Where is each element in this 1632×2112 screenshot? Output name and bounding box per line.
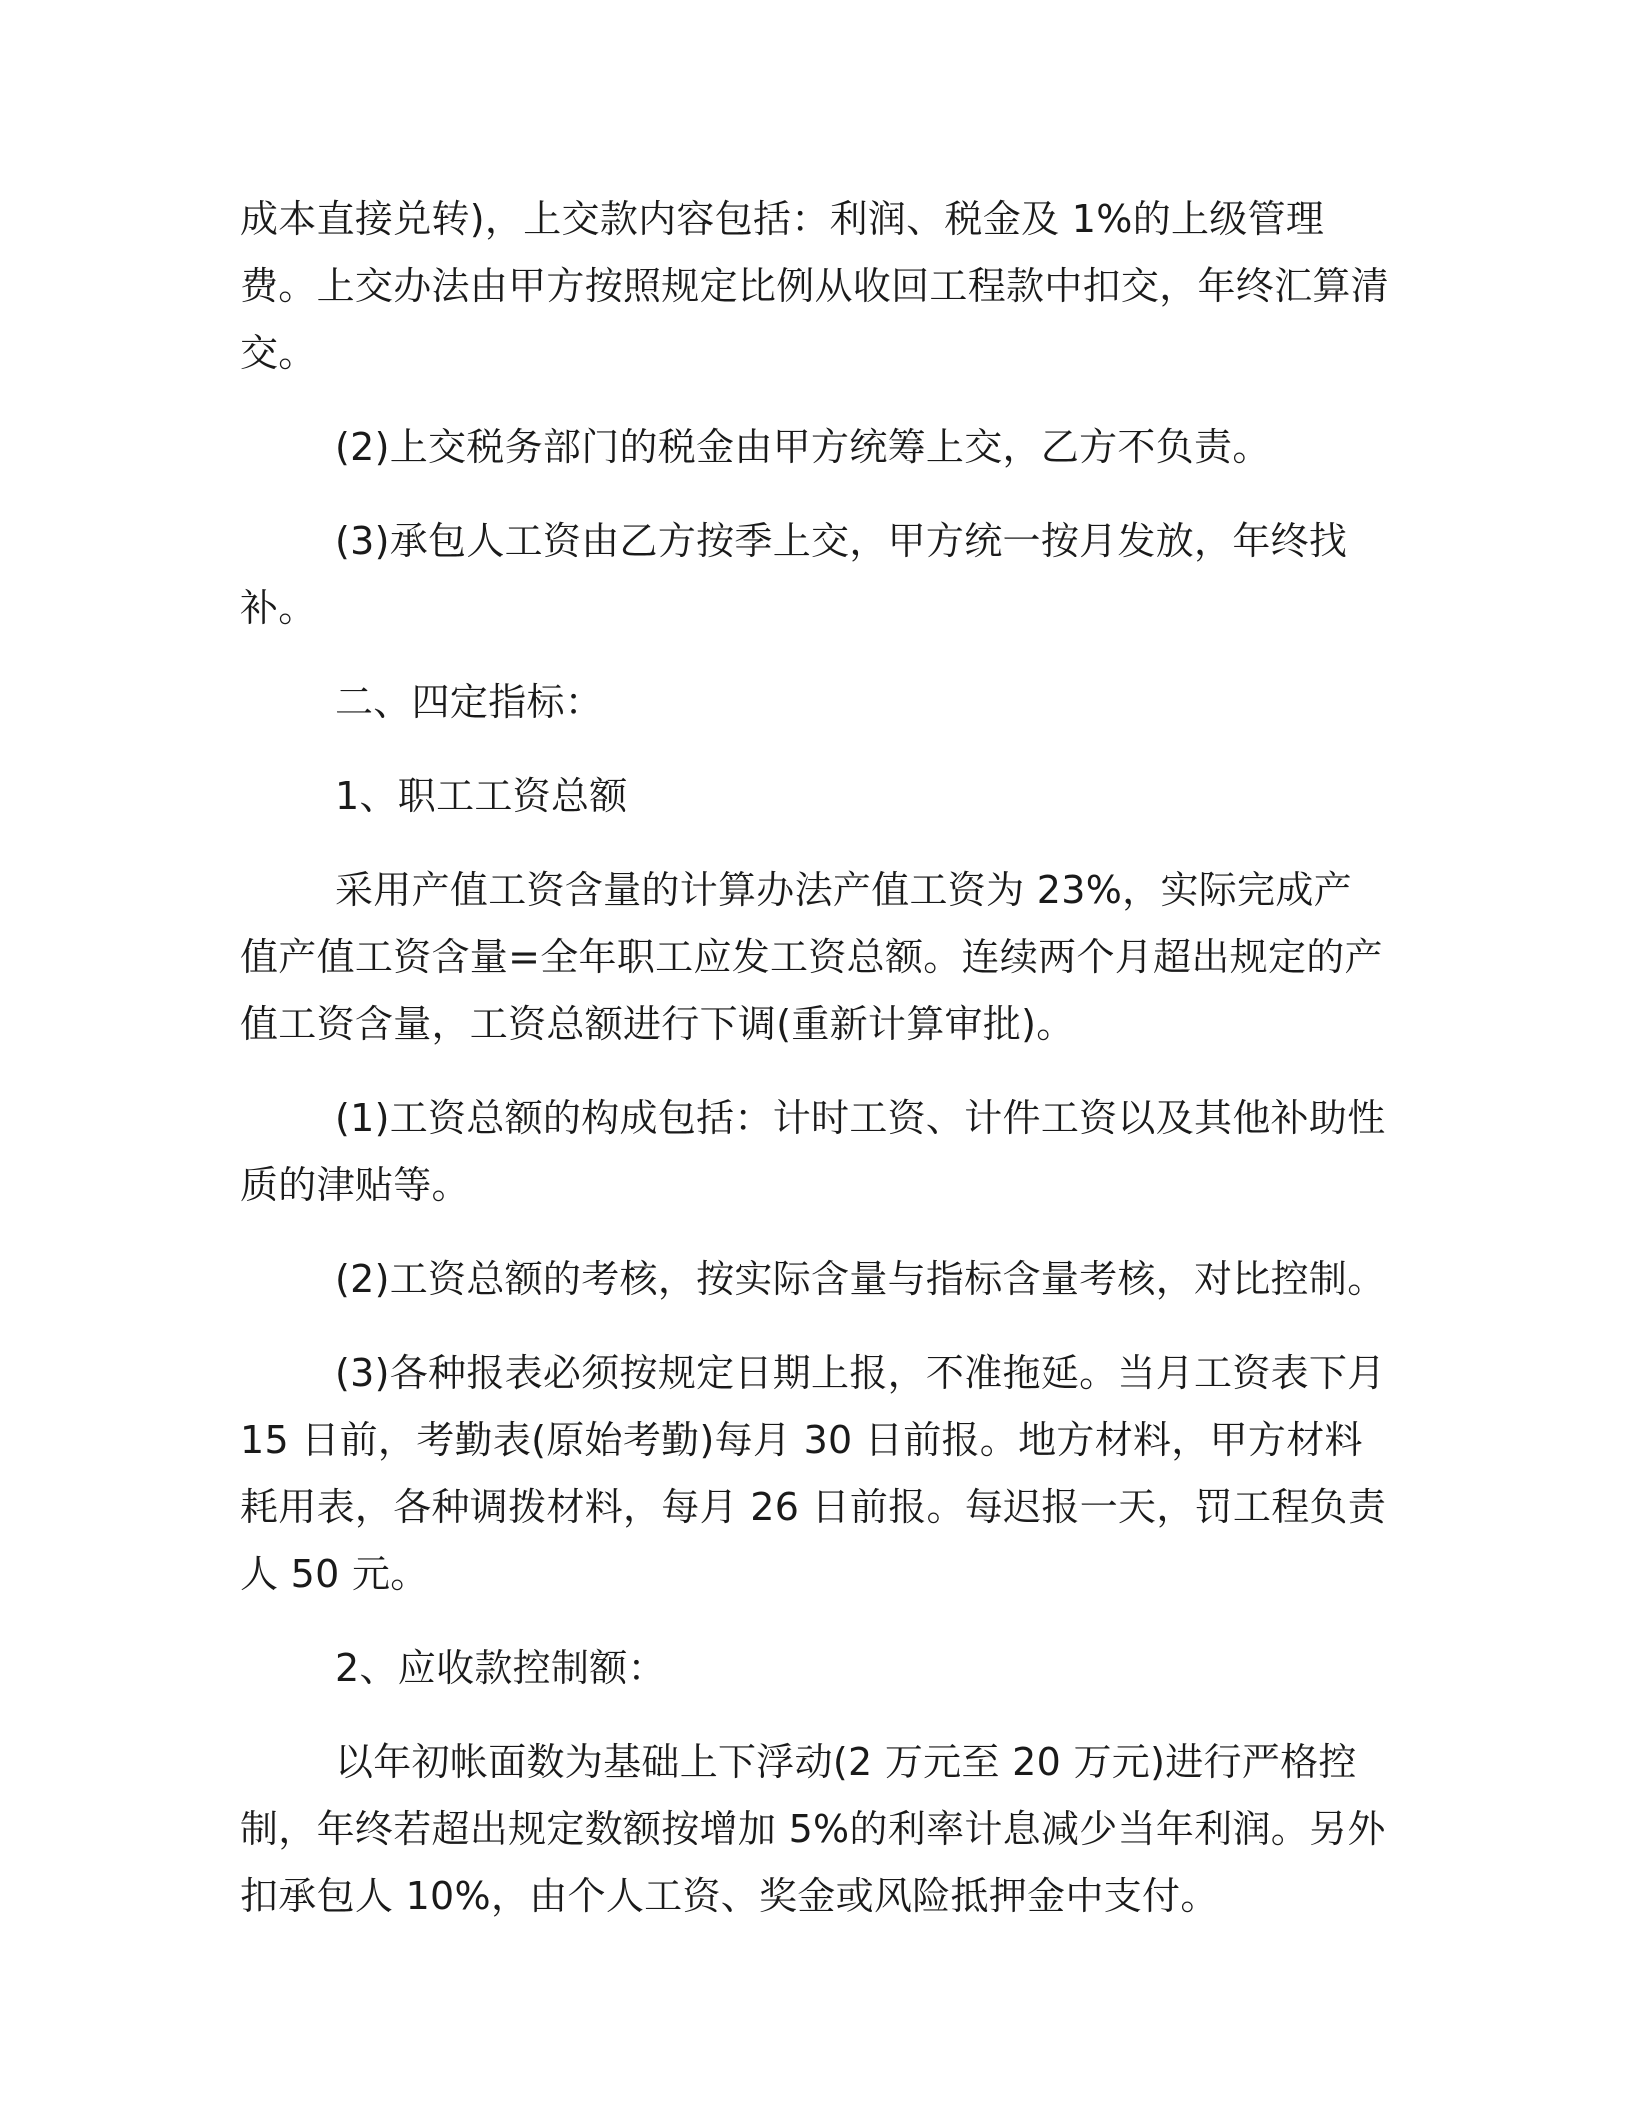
paragraph-wage-calculation: 采用产值工资含量的计算办法产值工资为 23%，实际完成产值产值工资含量=全年职工应发工资总额。连续两个月超出规定的产值工资含量，工资总额进行下调(重新计算审批)。 — [240, 868, 1383, 1046]
paragraph-report-deadlines: (3)各种报表必须按规定日期上报，不准拖延。当月工资表下月 15 日前，考勤表(原始考勤)每月 30 日前报。地方材料，甲方材料耗用表，各种调拨材料，每月 26 日前报。每迟报一天，罚工程负责人 50 元。 — [240, 1351, 1387, 1596]
paragraph-tax-payment: (2)上交税务部门的税金由甲方统筹上交，乙方不负责。 — [335, 425, 1271, 469]
document-body — [240, 186, 1390, 1957]
paragraph-remittance-content: 成本直接兑转)，上交款内容包括：利润、税金及 1%的上级管理费。上交办法由甲方按照规定比例从收回工程款中扣交，年终汇算清交。 — [240, 197, 1390, 375]
paragraph-wage-assessment: (2)工资总额的考核，按实际含量与指标含量考核，对比控制。 — [335, 1257, 1386, 1301]
section-heading-four-targets: 二、四定指标： — [335, 680, 604, 724]
paragraph-receivables-rules: 以年初帐面数为基础上下浮动(2 万元至 20 万元)进行严格控制，年终若超出规定数额按增加 5%的利率计息减少当年利润。另外扣承包人 10%，由个人工资、奖金或风险抵押金中支付。 — [240, 1740, 1386, 1918]
paragraph-contractor-wages: (3)承包人工资由乙方按季上交，甲方统一按月发放，年终找补。 — [240, 519, 1348, 630]
subheading-total-wages: 1、职工工资总额 — [335, 774, 628, 818]
subheading-receivables-control: 2、应收款控制额： — [335, 1646, 666, 1690]
paragraph-wage-composition: (1)工资总额的构成包括：计时工资、计件工资以及其他补助性质的津贴等。 — [240, 1096, 1386, 1207]
